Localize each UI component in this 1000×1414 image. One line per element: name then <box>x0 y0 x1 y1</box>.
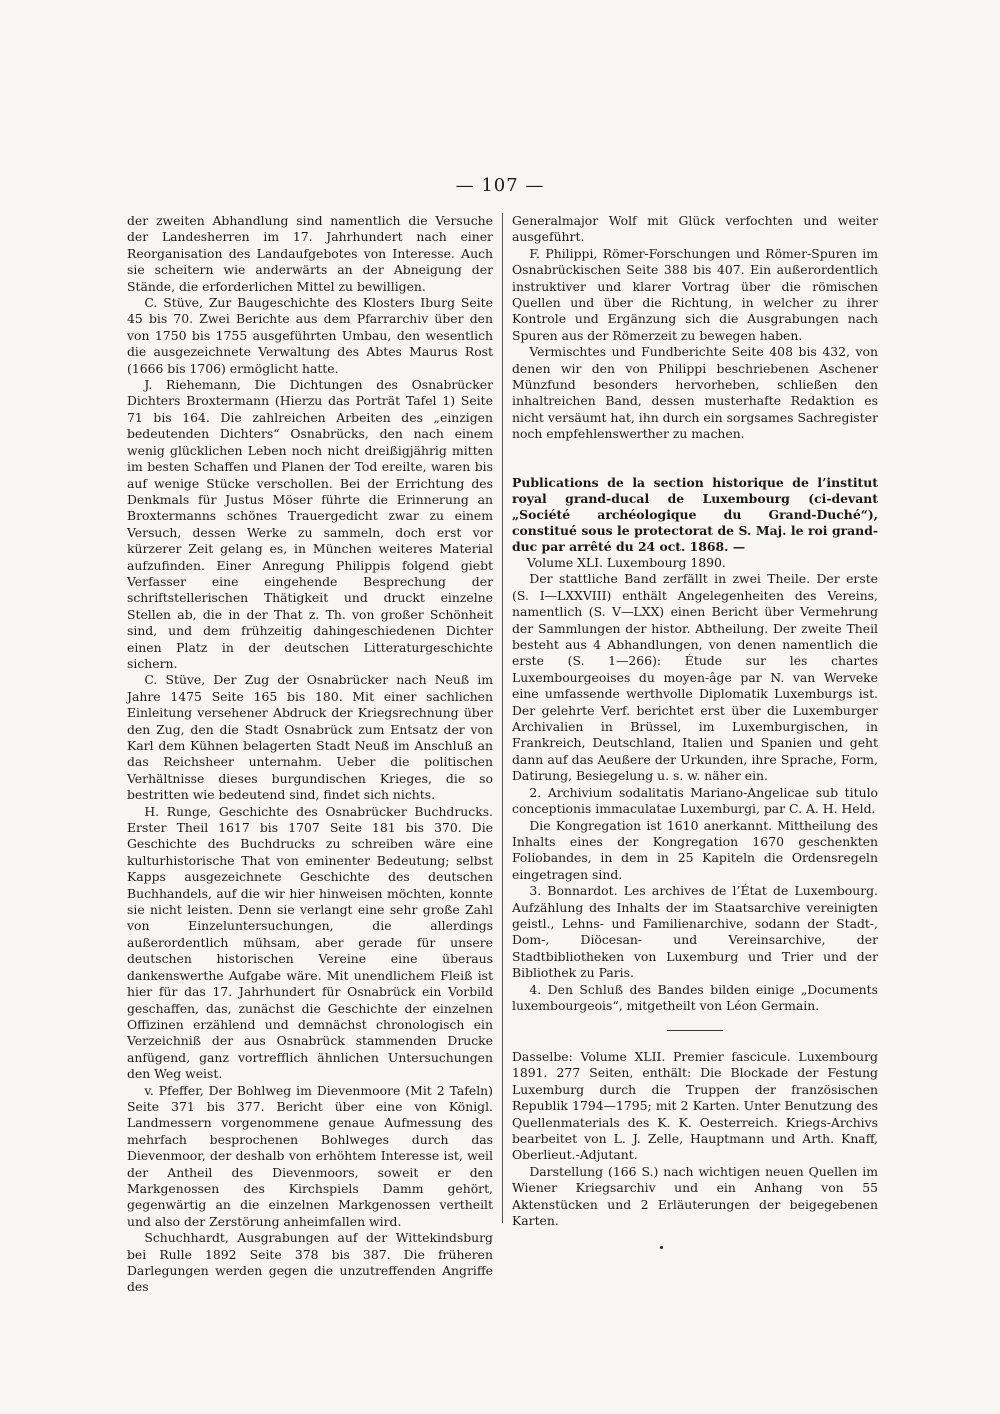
paragraph: Der stattliche Band zerfällt in zwei Theile. Der erste (S. I—LXXVIII) enthält Angelegenheiten des Vereins, namentlich (S. V—LXX) einen Bericht über Vermehrung der Sammlungen der histor. Abtheilung. Der zweite Theil besteht aus 4 Abhandlungen, von denen namentlich die erste (S. 1—266): Étude sur les chartes Luxembourgeoises du moyen-âge par N. van Werveke eine umfassende werthvolle Diplomatik Luxemburgs ist. Der gelehrte Verf. berichtet erst über die Luxemburger Archivalien in Brüssel, im Luxemburgischen, in Frankreich, Deutschland, Italien und Spanien und geht dann auf das Aeußere der Urkunden, ihre Sprache, Form, Datirung, Besiegelung u. s. w. näher ein. <box>512 571 878 784</box>
paragraph: C. Stüve, Der Zug der Osnabrücker nach Neuß im Jahre 1475 Seite 165 bis 180. Mit einer sachlichen Einleitung versehener Abdruck der Kriegsrechnung über den Zug, den die Stadt Osnabrück zum Entsatz der von Karl dem Kühnen belagerten Stadt Neuß im Anschluß an das Reichsheer unternahm. Ueber die politischen Verhältnisse dieses burgundischen Krieges, die so bestritten wie bedeutend sind, findet sich nichts. <box>127 672 493 803</box>
section-heading: Publications de la section historique de l’institut royal grand-ducal de Luxembourg (ci-devant „Société archéologique du Grand-Duché“), constitué sous le protectorat de S. Maj. le roi grand-duc par arrêté du 24 oct. 1868. — <box>512 475 878 554</box>
paragraph: J. Riehemann, Die Dichtungen des Osnabrücker Dichters Broxtermann (Hierzu das Porträt Tafel 1) Seite 71 bis 164. Die zahlreichen Arbeiten des „einzigen bedeutenden Dichters“ Osnabrücks, den nach einem wenig glücklichen Leben noch nicht dreißigjährig mitten im besten Schaffen und Planen der Tod ereilte, waren bis auf wenige Stücke verschollen. Bei der Errichtung des Denkmals für Justus Möser führte die Erinnerung an Broxtermanns schönes Trauergedicht zwar zu einem Versuch, dessen Werke zu sammeln, doch erst vor kürzerer Zeit gelang es, in München weiteres Material aufzufinden. Einer Anregung Philippis folgend giebt Verfasser eine eingehende Besprechung der schriftstellerischen Thätigkeit und druckt einzelne Stellen ab, die in der That z. Th. von großer Schönheit sind, und dem frühzeitig dahingeschiedenen Dichter einen Platz in der deutschen Litteraturgeschichte sichern. <box>127 377 493 671</box>
paragraph: 3. Bonnardot. Les archives de l’État de Luxembourg. Aufzählung des Inhalts der im Staatsarchive vereinigten geistl., Lehns- und Familienarchive, sodann der Stadt-, Dom-, Diöcesan- und Vereinsarchive, der Stadtbibliotheken von Luxemburg und Trier und der Bibliothek zu Paris. <box>512 883 878 981</box>
left-column <box>127 213 493 1296</box>
paragraph: der zweiten Abhandlung sind namentlich die Versuche der Landesherren im 17. Jahrhundert nach einer Reorganisation des Landaufgebotes von Interesse. Auch sie scheitern wie anderwärts an der Abneigung der Stände, die erforderlichen Mittel zu bewilligen. <box>127 213 493 294</box>
paragraph: Dasselbe: Volume XLII. Premier fascicule. Luxembourg 1891. 277 Seiten, enthält: Die Blockade der Festung Luxemburg durch die Truppen der französischen Republik 1794—1795; mit 2 Karten. Unter Benutzung des Quellenmaterials des K. K. Oesterreich. Kriegs-Archivs bearbeitet von L. J. Zelle, Hauptmann und Arth. Knaff, Oberlieut.-Adjutant. <box>512 1049 878 1163</box>
paragraph: C. Stüve, Zur Baugeschichte des Klosters Iburg Seite 45 bis 70. Zwei Berichte aus dem Pfarrarchiv über den von 1750 bis 1755 ausgeführten Umbau, den wesentlich die ausgezeichnete Verwaltung des Abtes Maurus Rost (1666 bis 1706) ermöglicht hatte. <box>127 295 493 376</box>
paragraph: 2. Archivium sodalitatis Mariano-Angelicae sub titulo conceptionis immaculatae Luxemburgi, par C. A. H. Held. <box>512 784 878 817</box>
right-column-middle <box>512 475 878 1014</box>
paragraph: Generalmajor Wolf mit Glück verfochten und weiter ausgeführt. <box>512 213 878 245</box>
right-column-bottom <box>512 1049 878 1229</box>
column-divider <box>502 213 503 1223</box>
section-rule <box>667 1030 723 1031</box>
paragraph: Darstellung (166 S.) nach wichtigen neuen Quellen im Wiener Kriegsarchiv und ein Anhang von 55 Aktenstücken und 2 Erläuterungen der beigegebenen Karten. <box>512 1163 878 1229</box>
paragraph: v. Pfeffer, Der Bohlweg im Dievenmoore (Mit 2 Tafeln) Seite 371 bis 377. Bericht über eine von Königl. Landmessern vorgenommene genaue Aufmessung des mehrfach besprochenen Bohlweges durch das Dievenmoor, der deshalb von erhöhtem Interesse ist, weil der Antheil des Dievenmoors, soweit er den Markgenossen des Kirchspiels Damm gehört, gegenwärtig an die einzelnen Markgenossen vertheilt und also der Zerstörung anheimfallen wird. <box>127 1082 493 1229</box>
print-speck <box>660 1246 663 1249</box>
right-column-top <box>512 213 878 443</box>
paragraph: Schuchhardt, Ausgrabungen auf der Wittekindsburg bei Rulle 1892 Seite 378 bis 387. Die früheren Darlegungen werden gegen die unzutreffenden Angriffe des <box>127 1230 493 1295</box>
page-number: — 107 — <box>455 175 545 196</box>
paragraph: Volume XLI. Luxembourg 1890. <box>526 555 726 570</box>
paragraph: F. Philippi, Römer-Forschungen und Römer-Spuren im Osnabrückischen Seite 388 bis 407. Ein außerordentlich instruktiver und klarer Vortrag über die römischen Quellen und über die Richtung, in welcher zu ihrer Kontrole und Ergänzung sich die Ausgrabungen nach Spuren aus der Römerzeit zu bewegen haben. <box>512 245 878 343</box>
paragraph: H. Runge, Geschichte des Osnabrücker Buchdrucks. Erster Theil 1617 bis 1707 Seite 181 bis 370. Die Geschichte des Buchdrucks zu schreiben wäre eine kulturhistorische That von eminenter Bedeutung; selbst Kapps ausgezeichnete Geschichte des deutschen Buchhandels, auf die wir hier hinweisen möchten, konnte sie nicht leisten. Denn sie verlangt eine sehr große Zahl von Einzeluntersuchungen, die allerdings außerordentlich mühsam, aber gerade für unsere deutschen historischen Vereine eine überaus dankenswerthe Aufgabe wäre. Mit unendlichem Fleiß ist hier für das 17. Jahrhundert für Osnabrück ein Vorbild geschaffen, das, zunächst die Geschichte der einzelnen Offizinen erzählend und demnächst chronologisch ein Verzeichniß der aus Osnabrück stammenden Drucke anfügend, ganz vortrefflich ähnlichen Untersuchungen den Weg weist. <box>127 803 493 1082</box>
paragraph: 4. Den Schluß des Bandes bilden einige „Documents luxembourgeois“, mitgetheilt von Léon Germain. <box>512 981 878 1013</box>
paragraph: Vermischtes und Fundberichte Seite 408 bis 432, von denen wir den von Philippi beschriebenen Aschener Münzfund besonders hervorheben, schließen den inhaltreichen Band, dessen musterhafte Redaktion es nicht versäumt hat, ihn durch ein sorgsames Sachregister noch empfehlenswerther zu machen. <box>512 344 878 442</box>
paragraph: Die Kongregation ist 1610 anerkannt. Mittheilung des Inhalts eines der Kongregation 1670 geschenkten Foliobandes, in dem in 25 Kapiteln die Ordensregeln eingetragen sind. <box>512 817 878 882</box>
